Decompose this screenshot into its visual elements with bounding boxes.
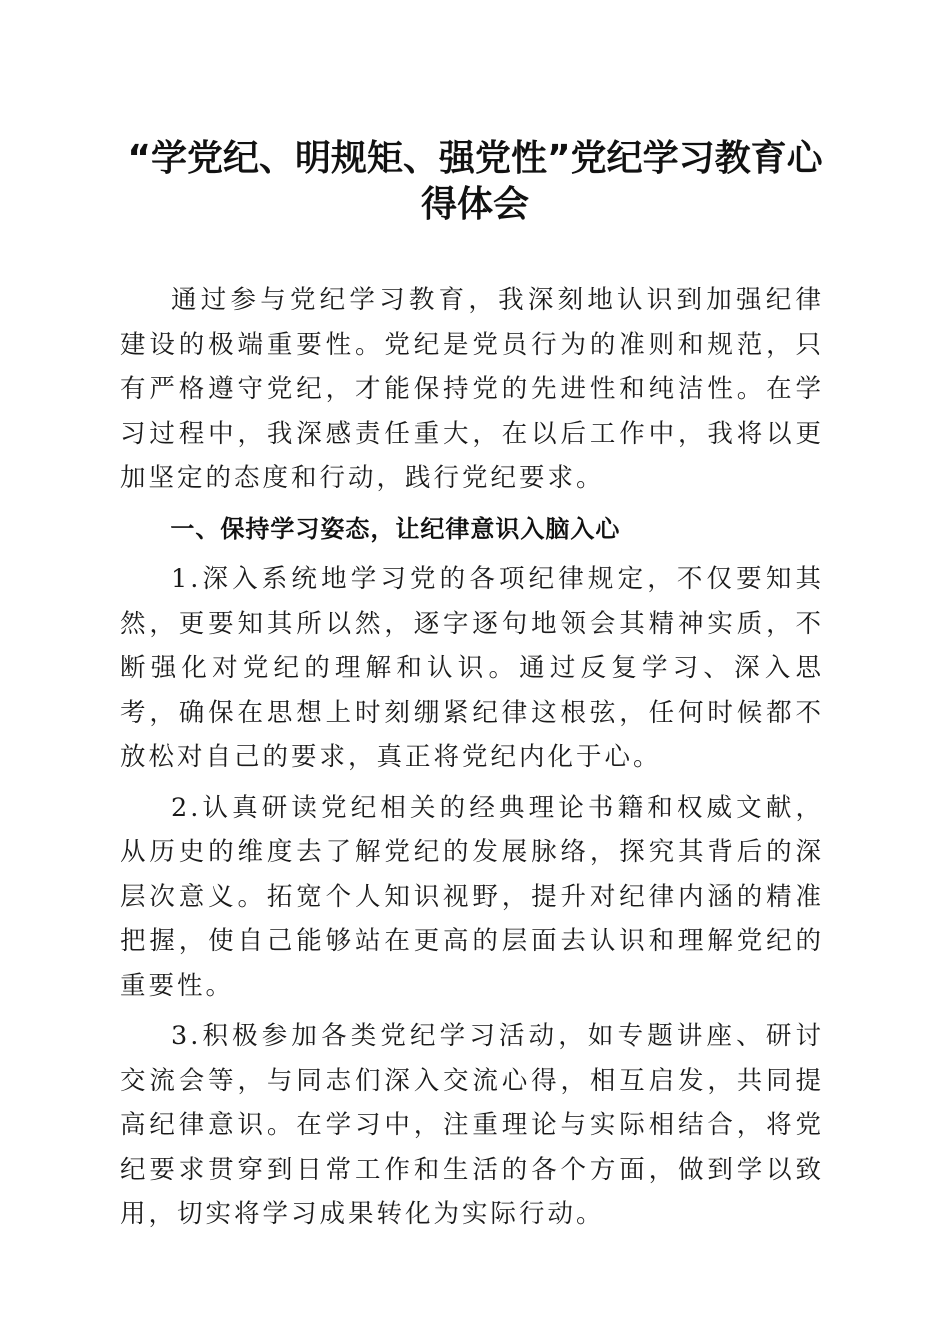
intro-paragraph: 通过参与党纪学习教育，我深刻地认识到加强纪律建设的极端重要性。党纪是党员行为的准则和规范，只有严格遵守党纪，才能保持党的先进性和纯洁性。在学习过程中，我深感责任重大，在以后工作中，我将以更加坚定的态度和行动，践行党纪要求。: [120, 285, 824, 493]
section-1-paragraph-2: 2.认真研读党纪相关的经典理论书籍和权威文献，从历史的维度去了解党纪的发展脉络，探究其背后的深层次意义。拓宽个人知识视野，提升对纪律内涵的精准把握，使自己能够站在更高的层面去认识和理解党纪的重要性。: [120, 792, 824, 1001]
document-body: [120, 278, 824, 1243]
section-1-paragraph-3: 3.积极参加各类党纪学习活动，如专题讲座、研讨交流会等，与同志们深入交流心得，相互启发，共同提高纪律意识。在学习中，注重理论与实际相结合，将党纪要求贯穿到日常工作和生活的各个方面，做到学以致用，切实将学习成果转化为实际行动。: [120, 1021, 824, 1229]
document-title: “学党纪、明规矩、强党性”党纪学习教育心得体会: [127, 138, 823, 225]
section-1-heading: 一、保持学习姿态，让纪律意识入脑入心: [170, 514, 621, 543]
section-1-paragraph-1: 1.深入系统地学习党的各项纪律规定，不仅要知其然，更要知其所以然，逐字逐句地领会其精神实质，不断强化对党纪的理解和认识。通过反复学习、深入思考，确保在思想上时刻绷紧纪律这根弦，任何时候都不放松对自己的要求，真正将党纪内化于心。: [120, 564, 824, 772]
